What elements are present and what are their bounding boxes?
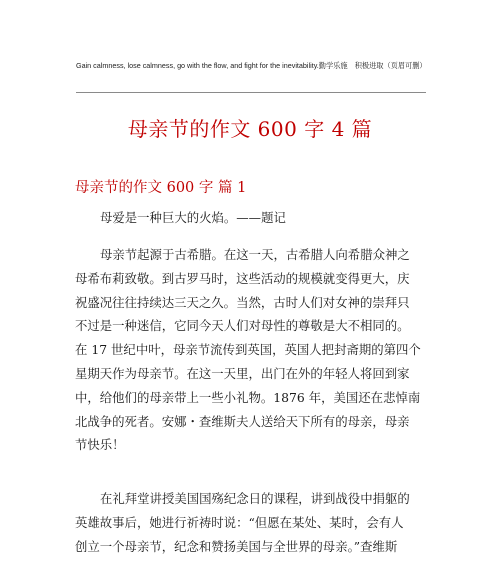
paragraph-line: 不过是一种迷信，它同今天人们对母性的尊敬是大不相同的。 — [75, 318, 410, 334]
page-header-text: Gain calmness, lose calmness, go with the flow, and fight for the inevitability.勤学乐施 积极进取（页眉可删） — [76, 61, 427, 70]
paragraph-line: 英雄故事后，她进行祈祷时说：“但愿在某处、某时，会有人 — [75, 514, 404, 530]
paragraph-line: 北战争的死者。安娜・查维斯夫人送给天下所有的母亲，母亲 — [75, 413, 410, 429]
paragraph-line: 在礼拜堂讲授美国国殇纪念日的课程，讲到战役中捐躯的 — [100, 491, 410, 506]
epigraph-line: 母爱是一种巨大的火焰。——题记 — [100, 210, 286, 225]
paragraph-line: 在 17 世纪中叶，母亲节流传到英国，英国人把封斋期的第四个 — [75, 342, 421, 358]
document-title: 母亲节的作文 600 字 4 篇 — [127, 117, 373, 141]
paragraph-line: 母希布莉致敬。到古罗马时，这些活动的规模就变得更大，庆 — [75, 270, 410, 286]
paragraph-line: 母亲节起源于古希腊。在这一天，古希腊人向希腊众神之 — [100, 247, 410, 262]
paragraph-line: 中，给他们的母亲带上一些小礼物。1876 年，美国还在悲悼南 — [75, 389, 421, 405]
section-title: 母亲节的作文 600 字 篇 1 — [75, 180, 247, 196]
epigraph-paragraph — [75, 206, 430, 230]
header-divider — [76, 92, 426, 93]
paragraph-line: 节快乐！ — [75, 437, 125, 453]
paragraph-line: 星期天作为母亲节。在这一天里，出门在外的年轻人将回到家 — [75, 365, 410, 381]
paragraph-line: 创立一个母亲节，纪念和赞扬美国与全世界的母亲。”查维斯 — [75, 538, 398, 554]
body-paragraph-2 — [75, 487, 430, 558]
body-paragraph-1 — [75, 243, 430, 457]
paragraph-line: 祝盛况往往持续达三天之久。当然，古时人们对女神的崇拜只 — [75, 294, 410, 310]
